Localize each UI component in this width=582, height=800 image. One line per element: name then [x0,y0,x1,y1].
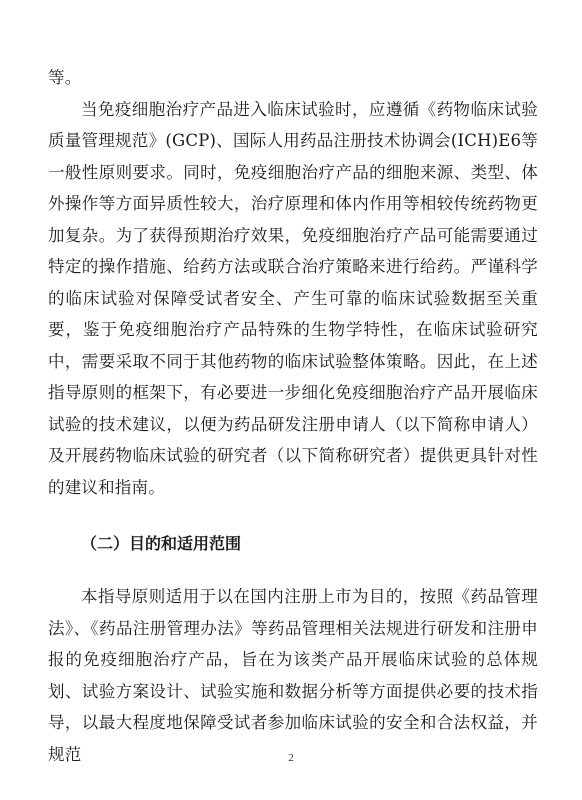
paragraph-background: 当免疫细胞治疗产品进入临床试验时，应遵循《药物临床试验质量管理规范》(GCP)、国际人用药品注册技术协调会(ICH)E6等一般性原则要求。同时，免疫细胞治疗产品的细胞来源、类型、体外操作等方面异质性较大，治疗原理和体内作用等相较传统药物更加复杂。为了获得预期治疗效果，免疫细胞治疗产品可能需要通过特定的操作措施、给药方法或联合治疗策略来进行给药。严谨科学的临床试验对保障受试者安全、产生可靠的临床试验数据至关重要，鉴于免疫细胞治疗产品特殊的生物学特性，在临床试验研究中，需要采取不同于其他药物的临床试验整体策略。因此，在上述指导原则的框架下，有必要进一步细化免疫细胞治疗产品开展临床试验的技术建议，以便为药品研发注册申请人（以下简称申请人）及开展药物临床试验的研究者（以下简称研究者）提供更具针对性的建议和指南。 [48,99,538,497]
page-number: 2 [288,752,294,764]
page-content [48,62,538,770]
section-heading: （二）目的和适用范围 [81,534,242,553]
paragraph-continuation: 等。 [48,68,82,87]
paragraph-scope: 本指导原则适用于以在国内注册上市为目的，按照《药品管理法》、《药品注册管理办法》等药品管理相关法规进行研发和注册申报的免疫细胞治疗产品，旨在为该类产品开展临床试验的总体规划、试验方案设计、试验实施和数据分析等方面提供必要的技术指导，以最大程度地保障受试者参加临床试验的安全和合法权益，并规范 [48,587,538,764]
